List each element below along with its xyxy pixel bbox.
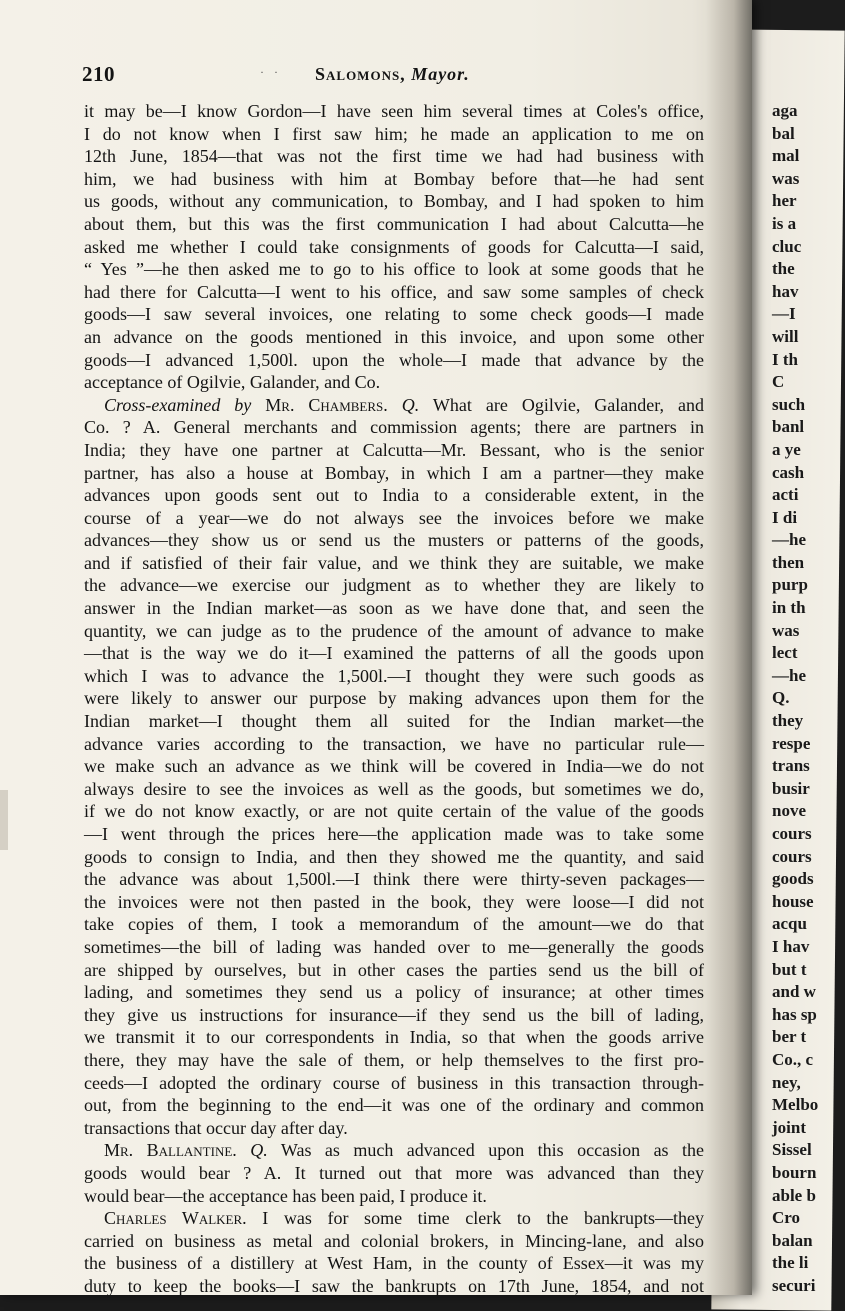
text-line: are shipped by ourselves, but in other cases the parties send us the bill of (84, 959, 704, 980)
text-line: answer in the Indian market—as soon as we have done that, and seen the (84, 598, 704, 619)
text-line: we make such an advance as we think will be covered in India—we do not (84, 756, 704, 777)
running-header (60, 58, 700, 88)
text-line: —that is the way we do it—I examined the patterns of all the goods upon (84, 643, 704, 664)
text-line: the invoices were not then pasted in the book, they were loose—I did not (84, 891, 704, 912)
text-line: course of a year—we do not always see the invoices before we make (84, 507, 704, 528)
facing-page-fragment: I hav (772, 936, 810, 956)
question-mark: Q. (250, 1140, 268, 1161)
walker-lines (84, 1230, 704, 1298)
counsel-name: Mr. Chambers. (265, 394, 388, 415)
facing-page-fragment: busir (772, 778, 810, 798)
facing-page-fragment: the (772, 259, 795, 279)
facing-page-fragment: cluc (772, 236, 802, 256)
question-mark: Q. (401, 394, 420, 415)
facing-page-fragment: will (772, 326, 799, 346)
text-line: were likely to answer our purpose by making advances upon them for the (84, 688, 704, 709)
page-number: 210 (82, 62, 115, 86)
facing-page-fragment: her (772, 191, 797, 211)
facing-page-fragment: Melbo (772, 1095, 819, 1115)
text-line: acceptance of Ogilvie, Galander, and Co. (84, 372, 381, 393)
cross-exam-lines (84, 416, 704, 1139)
facing-page-fragment: such (772, 394, 806, 414)
text-line: it may be—I know Gordon—I have seen him several times at Coles's office, (84, 101, 704, 121)
facing-page-fragment: securi (772, 1275, 816, 1295)
header-dot: · (260, 65, 264, 79)
facing-page-fragment: was (772, 620, 800, 640)
text-line: would bear—the acceptance has been paid, I produce it. (84, 1185, 487, 1206)
facing-page-fragment: nove (772, 801, 806, 821)
facing-page-fragment: I di (772, 507, 798, 527)
cross-examination-paragraph (84, 394, 704, 1140)
text-line: goods—I advanced 1,500l. upon the whole—I made that advance by the (84, 349, 704, 370)
text-line: I do not know when I first saw him; he made an application to me on (84, 123, 704, 144)
ballantine-lines (84, 1162, 704, 1207)
page-body (84, 100, 704, 1297)
text-line: the advance was about 1,500l.—I think there were thirty-seven packages— (84, 869, 704, 890)
text-line: advances—they show us or send us the musters or patterns of the goods, (84, 530, 704, 551)
text-line: transactions that occur day after day. (84, 1117, 348, 1138)
text-line: if we do not know exactly, or are not quite certain of the value of the goods (84, 801, 704, 822)
text-line: Co. ? A. General merchants and commission agents; there are partners in (84, 417, 704, 438)
question-text: What are Ogilvie, Galander, and (432, 394, 704, 415)
text-line: quantity, we can judge as to the prudence of the amount of advance to make (84, 620, 704, 641)
speaker-name: Mr. Ballantine. (104, 1140, 237, 1161)
facing-page-fragment: hav (772, 281, 799, 301)
facing-page-fragment: mal (772, 146, 800, 166)
facing-page-fragment: cash (772, 462, 805, 482)
text-line: Indian market—I thought them all suited for the Indian market—the (84, 711, 704, 732)
facing-page-fragment: a ye (772, 439, 801, 459)
text-line: India; they have one partner at Calcutta—Mr. Bessant, who is the senior (84, 439, 704, 460)
header-dot: · (274, 65, 278, 79)
facing-page-fragment: banl (772, 417, 805, 437)
facing-page-fragment: and w (772, 982, 816, 1002)
facing-page-fragment: is a (772, 213, 797, 233)
facing-page-fragment: bourn (772, 1162, 817, 1182)
facing-page-fragment: in th (772, 598, 806, 618)
header-title (315, 64, 470, 85)
text-line: goods to consign to India, and then they showed me the quantity, and said (84, 846, 704, 867)
text-line: “ Yes ”—he then asked me to go to his office to look at some goods that he (84, 259, 704, 280)
text-line: —I went through the prices here—the application made was to take some (84, 824, 704, 844)
facing-page-fragment: bal (772, 123, 795, 143)
facing-page-fragment: Co., c (772, 1049, 814, 1069)
text-line: out, from the beginning to the end—it was one of the ordinary and common (84, 1095, 704, 1116)
facing-page-fragment: aga (772, 101, 798, 120)
text-line: goods would bear ? A. It turned out that more was advanced than they (84, 1162, 704, 1183)
facing-page-fragment: balan (772, 1230, 813, 1250)
text-line: 12th June, 1854—that was not the first time we had had business with (84, 146, 704, 167)
header-title-role: Mayor. (411, 64, 470, 84)
facing-page-fragment: lect (772, 643, 798, 663)
ballantine-paragraph (84, 1139, 704, 1207)
text-line: lading, and sometimes they send us a policy of insurance; at other times (84, 982, 704, 1003)
text-line: duty to keep the books—I saw the bankrupts on 17th June, 1854, and not (84, 1275, 704, 1296)
facing-page-fragment: ney, (772, 1072, 801, 1092)
text-line: an advance on the goods mentioned in this invoice, and upon some other (84, 326, 704, 347)
text-line: and if satisfied of their fair value, and we think they are suitable, we make (84, 552, 704, 573)
text-line: advances upon goods sent out to India to a considerable extent, in the (84, 485, 704, 506)
facing-page-text-fragments (772, 100, 832, 1297)
facing-page-fragment: house (772, 891, 814, 911)
facing-page-fragment: trans (772, 756, 810, 776)
text-line: the business of a distillery at West Ham, in the county of Essex—it was my (84, 1253, 704, 1274)
text-line: had there for Calcutta—I went to his office, and saw some samples of check (84, 281, 704, 302)
direct-examination-paragraph (84, 100, 704, 394)
facing-page-fragment: goods (772, 869, 814, 889)
text-line: us goods, without any communication, to Bombay, and I had spoken to him (84, 191, 704, 212)
ballantine-first-line (84, 1139, 704, 1162)
text-line: there, they may have the sale of them, or help themselves to the first pro- (84, 1049, 704, 1070)
facing-page-fragment: purp (772, 575, 808, 595)
facing-page-fragment: they (772, 711, 804, 731)
witness-text: I was for some time clerk to the bankrupts—they (262, 1208, 705, 1229)
text-line: sometimes—the bill of lading was handed over to me—generally the goods (84, 936, 704, 957)
margin-smudge (0, 790, 8, 850)
facing-page-fragment: but t (772, 959, 807, 979)
facing-page-fragment: —he (772, 530, 806, 550)
text-line: the advance—we exercise our judgment as to whether they are likely to (84, 575, 704, 596)
header-title-name: Salomons, (315, 64, 406, 84)
text-line: ceeds—I adopted the ordinary course of business in this transaction through- (84, 1072, 704, 1093)
facing-page-fragment: acti (772, 485, 799, 505)
facing-page-fragment: was (772, 168, 800, 188)
question-text: Was as much advanced upon this occasion as the (280, 1140, 705, 1161)
witness-name: Charles Walker. (104, 1208, 247, 1229)
text-line: goods—I saw several invoices, one relating to some check goods—I made (84, 304, 704, 325)
cross-exam-lead: Cross-examined by (104, 394, 252, 415)
text-line: take copies of them, I took a memorandum of the amount—we do that (84, 914, 704, 935)
facing-page-fragment: cours (772, 824, 812, 843)
text-line: they give us instructions for insurance—if they send us the bill of lading, (84, 1004, 704, 1025)
facing-page-fragment: able b (772, 1185, 816, 1205)
facing-page-fragment: Sissel (772, 1140, 812, 1160)
walker-first-line (84, 1207, 704, 1230)
facing-page-fragment: —I (772, 304, 796, 324)
text-line: him, we had business with him at Bombay before that—he had sent (84, 168, 704, 189)
text-line: which I was to advance the 1,500l.—I thought they were such goods as (84, 665, 704, 686)
facing-page-fragment: has sp (772, 1004, 817, 1024)
facing-page-fragment: C (772, 372, 785, 392)
facing-page-fragment: ber t (772, 1027, 807, 1047)
facing-page-fragment: then (772, 552, 805, 572)
facing-page-fragment: Cro (772, 1208, 801, 1228)
text-line: about them, but this was the first communication I had about Calcutta—he (84, 213, 704, 234)
facing-page-fragment: —he (772, 665, 806, 685)
facing-page-fragment: cours (772, 846, 812, 866)
text-line: carried on business as metal and colonial brokers, in Mincing-lane, and also (84, 1230, 704, 1251)
facing-page-fragment: acqu (772, 914, 807, 934)
cross-exam-first-line (84, 394, 704, 417)
facing-page-fragment: respe (772, 733, 811, 753)
facing-page-fragment: I th (772, 349, 798, 369)
text-line: advance varies according to the transaction, we have no particular rule— (84, 733, 704, 754)
walker-paragraph (84, 1207, 704, 1297)
text-line: always desire to see the invoices as well as the goods, but sometimes we do, (84, 778, 704, 799)
facing-page-fragment: the li (772, 1253, 809, 1273)
text-line: asked me whether I could take consignments of goods for Calcutta—I said, (84, 236, 704, 257)
text-line: we transmit it to our correspondents in India, so that when the goods arrive (84, 1027, 704, 1048)
text-line: partner, has also a house at Bombay, in which I am a partner—they make (84, 462, 704, 483)
facing-page-fragment: Q. (772, 688, 790, 708)
facing-page-fragment: joint (772, 1117, 806, 1137)
